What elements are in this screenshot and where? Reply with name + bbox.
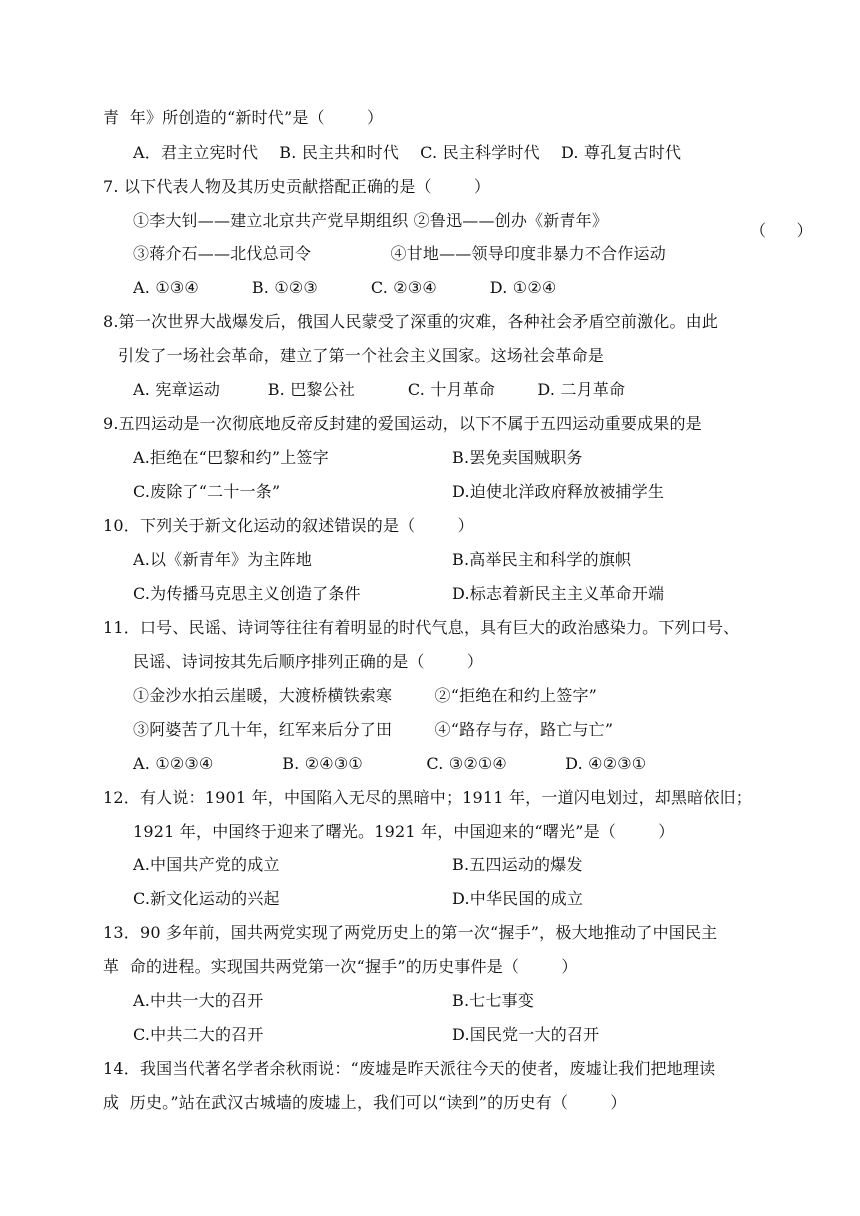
q9-option-d: D.迫使北洋政府释放被捕学生 xyxy=(452,482,665,501)
q6-options: A．君主立宪时代 B. 民主共和时代 C. 民主科学时代 D. 尊孔复古时代 xyxy=(133,143,682,162)
q13-option-c: C.中共二大的召开 xyxy=(133,1025,264,1044)
q12-option-c: C.新文化运动的兴起 xyxy=(133,889,280,908)
q12-stem: 12．有人说：1901 年，中国陷入无尽的黑暗中；1911 年，一道闪电划过，却黑暗依旧； xyxy=(103,788,752,807)
q10-option-c: C.为传播马克思主义创造了条件 xyxy=(133,584,361,603)
margin-bracket: （ ） xyxy=(750,221,813,240)
q9-option-c: C.废除了“二十一条” xyxy=(133,482,281,501)
q7-stem: 7. 以下代表人物及其历史贡献搭配正确的是（ ） xyxy=(103,177,491,196)
q12-option-b: B.五四运动的爆发 xyxy=(452,855,583,874)
q11-stem-cont: 民谣、诗词按其先后顺序排列正确的是（ ） xyxy=(133,652,484,671)
q14-stem-cont: 成 历史。”站在武汉古城墙的废墟上，我们可以“读到”的历史有（ ） xyxy=(103,1093,627,1112)
q11-item-3-4: ③阿婆苦了几十年，红军来后分了田 ④“路存与存，路亡与亡” xyxy=(133,720,614,739)
q11-stem: 11．口号、民谣、诗词等往往有着明显的时代气息，具有巨大的政治感染力。下列口号、 xyxy=(103,618,740,637)
q7-item-1-2: ①李大钊——建立北京共产党早期组织 ②鲁迅——创办《新青年》 xyxy=(133,211,609,230)
q7-item-3-4: ③蒋介石——北伐总司令 ④甘地——领导印度非暴力不合作运动 xyxy=(133,244,666,263)
q13-stem-cont: 革 命的进程。实现国共两党第一次“握手”的历史事件是（ ） xyxy=(103,957,578,976)
text-line: 青 年》所创造的“新时代”是（ ） xyxy=(103,108,384,127)
q10-option-a: A.以《新青年》为主阵地 xyxy=(133,550,313,569)
q13-option-d: D.国民党一大的召开 xyxy=(452,1025,600,1044)
q11-item-1-2: ①金沙水拍云崖暖，大渡桥横铁索寒 ②“拒绝在和约上签字” xyxy=(133,686,598,705)
q13-option-a: A.中共一大的召开 xyxy=(133,991,264,1010)
q10-option-b: B.高举民主和科学的旗帜 xyxy=(452,550,632,569)
q7-options: A. ①③④ B. ①②③ C. ②③④ D. ①②④ xyxy=(133,278,557,297)
q8-stem-cont: 引发了一场社会革命，建立了第一个社会主义国家。这场社会革命是 xyxy=(118,346,605,365)
q8-options: A. 宪章运动 B. 巴黎公社 C. 十月革命 D. 二月革命 xyxy=(133,380,626,399)
q10-option-d: D.标志着新民主主义革命开端 xyxy=(452,584,665,603)
q13-stem: 13．90 多年前，国共两党实现了两党历史上的第一次“握手”，极大地推动了中国民主 xyxy=(103,923,718,942)
q10-stem: 10．下列关于新文化运动的叙述错误的是（ ） xyxy=(103,516,474,535)
q11-options: A. ①②③④ B. ②④③① C. ③②①④ D. ④②③① xyxy=(133,754,647,773)
q12-option-a: A.中国共产党的成立 xyxy=(133,855,280,874)
q12-option-d: D.中华民国的成立 xyxy=(452,889,584,908)
q9-option-a: A.拒绝在“巴黎和约”上签字 xyxy=(133,448,329,467)
q12-stem-cont: 1921 年，中国终于迎来了曙光。1921 年，中国迎来的“曙光”是（ ） xyxy=(133,822,675,841)
q14-stem: 14．我国当代著名学者余秋雨说：“废墟是昨天派往今天的使者，废墟让我们把地理读 xyxy=(103,1059,716,1078)
q13-option-b: B.七七事变 xyxy=(452,991,535,1010)
q8-stem: 8.第一次世界大战爆发后，俄国人民蒙受了深重的灾难，各种社会矛盾空前激化。由此 xyxy=(103,312,719,331)
q9-option-b: B.罢免卖国贼职务 xyxy=(452,448,583,467)
q9-stem: 9.五四运动是一次彻底地反帝反封建的爱国运动，以下不属于五四运动重要成果的是 xyxy=(103,414,702,433)
